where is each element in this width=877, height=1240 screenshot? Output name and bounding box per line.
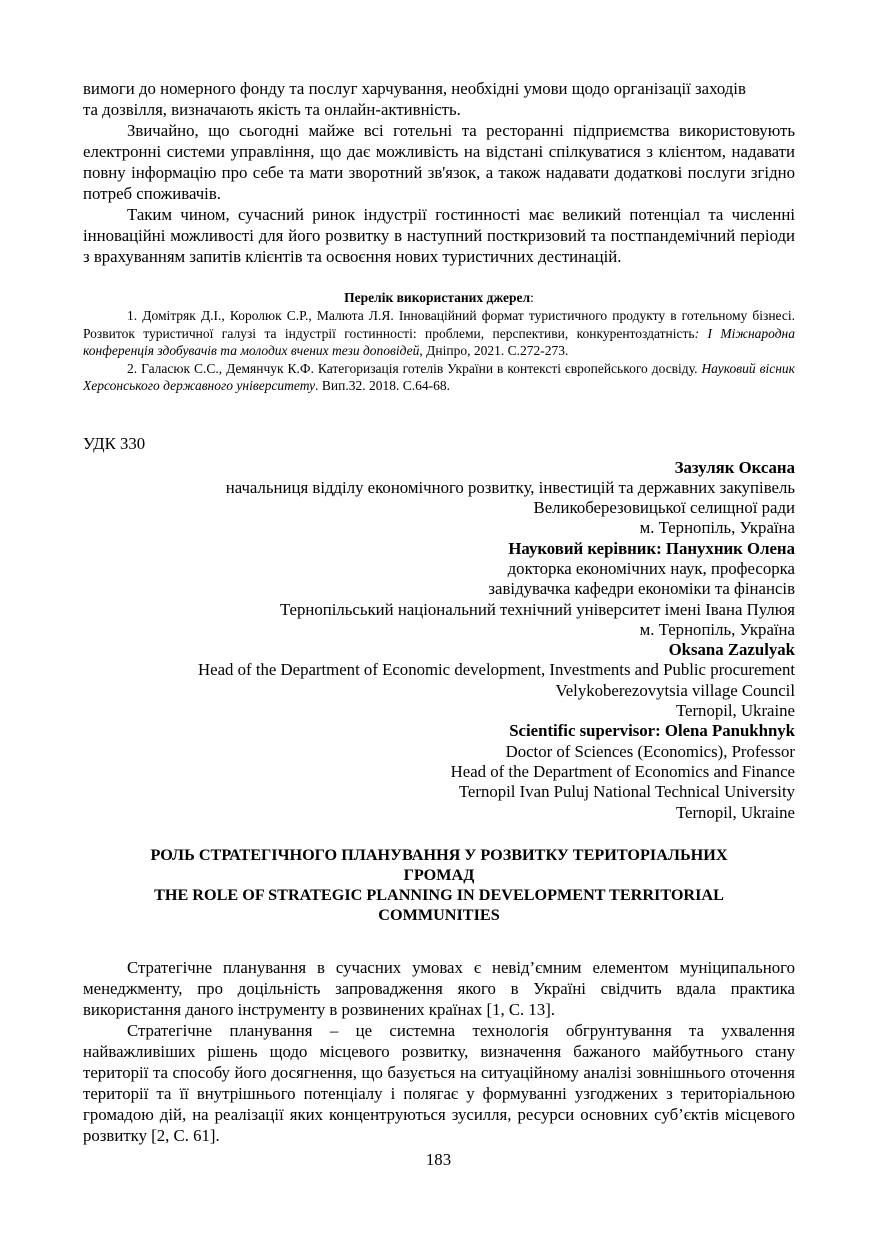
supervisor-en: Scientific supervisor: Olena Panukhnyk: [509, 721, 795, 741]
reference-2-tail: . Вип.32. 2018. С.64-68.: [315, 378, 450, 393]
body-paragraph-2: Стратегічне планування – це системна технологія обгрунтування та ухвалення найважливіших рішень щодо місцевого розвитку, визначення бажаного майбутнього стану території та способу його досягнення, що базується на ситуаційному аналізі зовнішнього оточення території та її внутрішнього потенціалу і полягає у формуванні узгоджених з територіальною громадою дій, на реалізації яких концентруються зусилля, ресурси основних суб’єктів місцевого розвитку [2, С. 61].: [83, 1020, 795, 1145]
document-page: [83, 78, 795, 1146]
intro-p1-line1: вимоги до номерного фонду та послуг харчування, необхідні умови щодо організації заходів: [83, 79, 746, 98]
supervisor-university-ua: Тернопільський національний технічний університет імені Івана Пулюя: [279, 599, 795, 619]
supervisor-city-ua: м. Тернопіль, Україна: [639, 619, 795, 639]
references-title-colon: :: [530, 290, 534, 305]
reference-2-italic: Науковий вісник Херсонського державного університету: [83, 360, 795, 393]
intro-p1-line2: та дозвілля, визначають якість та онлайн-активність.: [83, 100, 461, 119]
supervisor-city-en: Ternopil, Ukraine: [675, 802, 795, 822]
title-ua-line-2: ГРОМАД: [403, 865, 475, 884]
reference-1: [83, 307, 795, 360]
intro-paragraph-2: Звичайно, що сьогодні майже всі готельні та ресторанні підприємства використовують електронні системи управління, що дає можливість на відстані спілкуватися з клієнтом, надавати повну інформацію про себе та мати зворотний зв'язок, а також надавати додаткові послуги згідно потреб споживачів.: [83, 121, 795, 203]
supervisor-position-en: Head of the Department of Economics and Finance: [450, 761, 795, 781]
author-name-en: Oksana Zazulyak: [668, 640, 795, 660]
reference-2: [83, 360, 795, 395]
supervisor-ua: Науковий керівник: Панухник Олена: [508, 538, 795, 558]
reference-1-italic: : І Міжнародна конференція здобувачів та молодих вчених тези доповідей: [83, 325, 795, 358]
author-city-ua: м. Тернопіль, Україна: [639, 518, 795, 538]
author-position-ua-2: Великоберезовицької селищної ради: [533, 498, 795, 518]
udk-code: УДК 330: [83, 433, 146, 453]
page-number: 183: [425, 1150, 452, 1169]
author-position-ua-1: начальниця відділу економічного розвитку, інвестицій та державних закупівель: [225, 477, 795, 497]
supervisor-degree-ua: докторка економічних наук, професорка: [507, 558, 795, 578]
intro-paragraph-1: [83, 78, 795, 120]
supervisor-position-ua: завідувачка кафедри економіки та фінансів: [488, 579, 795, 599]
supervisor-degree-en: Doctor of Sciences (Economics), Professor: [505, 741, 795, 761]
references-title: [83, 289, 795, 306]
reference-2-plain: 2. Галасюк С.С., Демянчук К.Ф. Категоризація готелів України в контексті європейського досвіду.: [127, 360, 702, 376]
author-name-ua: Зазуляк Оксана: [674, 457, 795, 477]
title-en-line-1: THE ROLE OF STRATEGIC PLANNING IN DEVELOPMENT TERRITORIAL: [154, 885, 724, 904]
reference-1-tail: , Дніпро, 2021. С.272-273.: [419, 343, 569, 358]
article-title: [83, 845, 795, 925]
author-block: [83, 458, 795, 823]
author-position-en-1: Head of the Department of Economic development, Investments and Public procurement: [198, 660, 795, 680]
reference-1-plain: 1. Домітряк Д.І., Королюк С.Р., Малюта Л.Я. Інноваційний формат туристичного продукту в готельному бізнесі. Розвиток туристичної галузі та індустрії гостинності: проблеми, перспективи, конкурентоздатність: [83, 308, 795, 341]
intro-paragraph-3: Таким чином, сучасний ринок індустрії гостинності має великий потенціал та численні інноваційні можливості для його розвитку в наступний посткризовий та постпандемічний періоди з врахуванням запитів клієнтів та освоєння нових туристичних дестинацій.: [83, 205, 795, 266]
author-position-en-2: Velykoberezovytsia village Council: [555, 680, 795, 700]
author-city-en: Ternopil, Ukraine: [675, 701, 795, 721]
article-body: [83, 957, 795, 1146]
supervisor-university-en: Ternopil Ivan Puluj National Technical University: [458, 782, 795, 802]
references-title-text: Перелік використаних джерел: [344, 290, 531, 305]
title-ua-line-1: РОЛЬ СТРАТЕГІЧНОГО ПЛАНУВАННЯ У РОЗВИТКУ ТЕРИТОРІАЛЬНИХ: [150, 845, 728, 864]
body-paragraph-1: Стратегічне планування в сучасних умовах є невід’ємним елементом муніципального менеджменту, про доцільність запровадження якого в Україні свідчить вдала практика використання даного інструменту в розвинених країнах [1, С. 13].: [83, 957, 795, 1019]
title-en-line-2: COMMUNITIES: [378, 905, 500, 924]
